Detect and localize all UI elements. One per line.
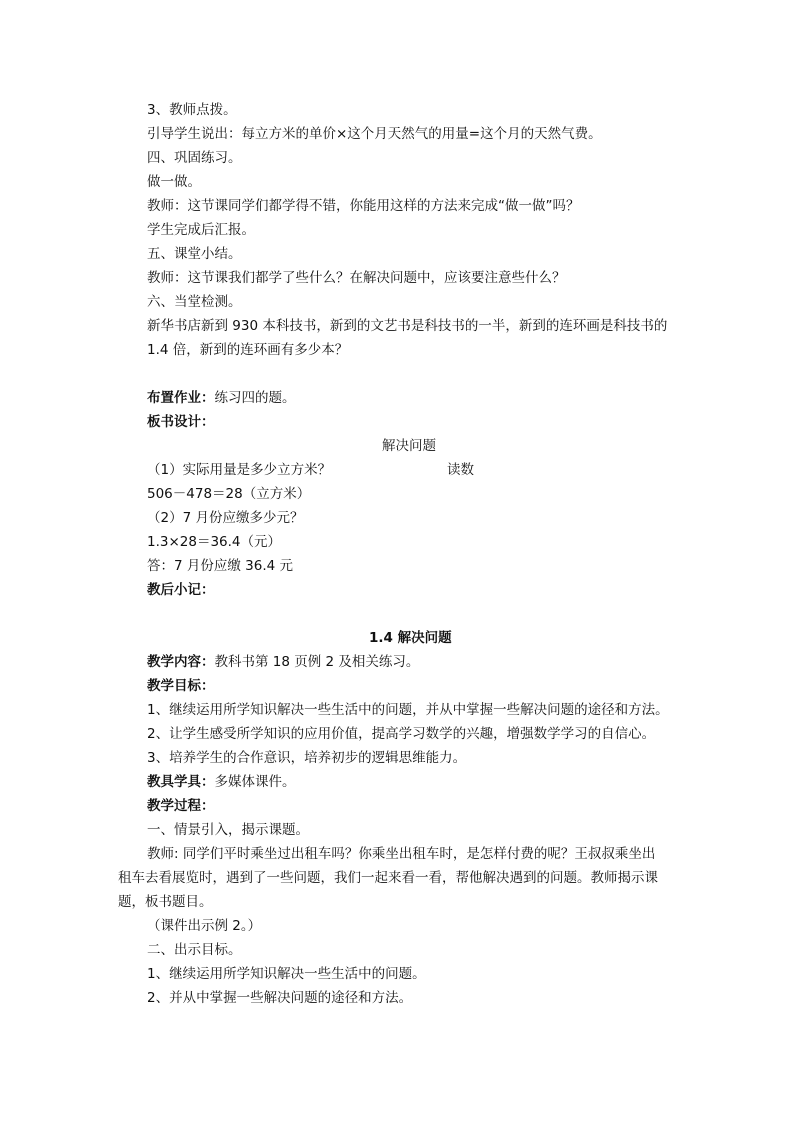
afterword-label: 教后小记： [147, 582, 215, 598]
intro-line-1: 教师: 同学们平时乘坐过出租车吗？你乘坐出租车时，是怎样付费的呢？王叔叔乘坐出 [147, 846, 656, 862]
section1-heading: 一、情景引入，揭示课题。 [147, 822, 309, 838]
board-question-1: （1）实际用量是多少立方米？ [147, 462, 332, 478]
intro-line-2: 租车去看展览时，遇到了一些问题，我们一起来看一看，帮他解决遇到的问题。教师揭示课 [118, 870, 658, 886]
section4-heading: 四、巩固练习。 [147, 150, 242, 166]
target-1: 1、继续运用所学知识解决一些生活中的问题。 [147, 966, 426, 982]
tools-text: 多媒体课件。 [214, 774, 296, 790]
target-2: 2、并从中掌握一些解决问题的途径和方法。 [147, 990, 413, 1006]
board-calc-1: 506－478＝28（立方米） [147, 486, 311, 502]
board-title: 解决问题 [382, 438, 436, 454]
lesson-title: 1.4 解决问题 [369, 630, 452, 646]
report-text: 学生完成后汇报。 [147, 222, 255, 238]
goals-label: 教学目标： [147, 678, 215, 694]
section2-heading: 二、出示目标。 [147, 942, 242, 958]
homework-label: 布置作业： [147, 390, 215, 406]
homework-text: 练习四的题。 [214, 390, 296, 406]
content-label: 教学内容： [147, 654, 215, 670]
board-calc-2: 1.3×28＝36.4（元） [147, 534, 282, 550]
tools-label: 教具学具： [147, 774, 215, 790]
board-question-2: （2）7 月份应缴多少元？ [147, 510, 304, 526]
teacher-question-2: 教师：这节课我们都学了些什么？在解决问题中，应该要注意些什么？ [147, 270, 566, 286]
intro-line-3: 题，板书题目。 [118, 894, 213, 910]
section5-heading: 五、课堂小结。 [147, 246, 242, 262]
section6-heading: 六、当堂检测。 [147, 294, 242, 310]
homework-line [147, 388, 296, 408]
goal-3: 3、培养学生的合作意识，培养初步的逻辑思维能力。 [147, 750, 467, 766]
goal-1: 1、继续运用所学知识解决一些生活中的问题，并从中掌握一些解决问题的途径和方法。 [147, 702, 669, 718]
board-design-label: 板书设计： [147, 414, 215, 430]
goal-2: 2、让学生感受所学知识的应用价值，提高学习数学的兴趣，增强数学学习的自信心。 [147, 726, 656, 742]
process-label: 教学过程： [147, 798, 215, 814]
board-answer: 答：7 月份应缴 36.4 元 [147, 558, 294, 574]
teacher-question-1: 教师：这节课同学们都学得不错，你能用这样的方法来完成“做一做”吗？ [147, 198, 580, 214]
guide-text: 引导学生说出：每立方米的单价×这个月天然气的用量=这个月的天然气费。 [147, 126, 602, 142]
content-line [147, 652, 419, 672]
content-text: 教科书第 18 页例 2 及相关练习。 [214, 654, 420, 670]
tools-line [147, 772, 296, 792]
step3-text: 3、教师点拨。 [147, 102, 237, 118]
test-problem-line-2: 1.4 倍，新到的连环画有多少本？ [147, 342, 349, 358]
board-read-label: 读数 [447, 462, 474, 478]
do-text: 做一做。 [147, 174, 201, 190]
test-problem-line-1: 新华书店新到 930 本科技书，新到的文艺书是科技书的一半，新到的连环画是科技书的 [147, 318, 668, 334]
courseware-note: （课件出示例 2。） [147, 918, 262, 934]
